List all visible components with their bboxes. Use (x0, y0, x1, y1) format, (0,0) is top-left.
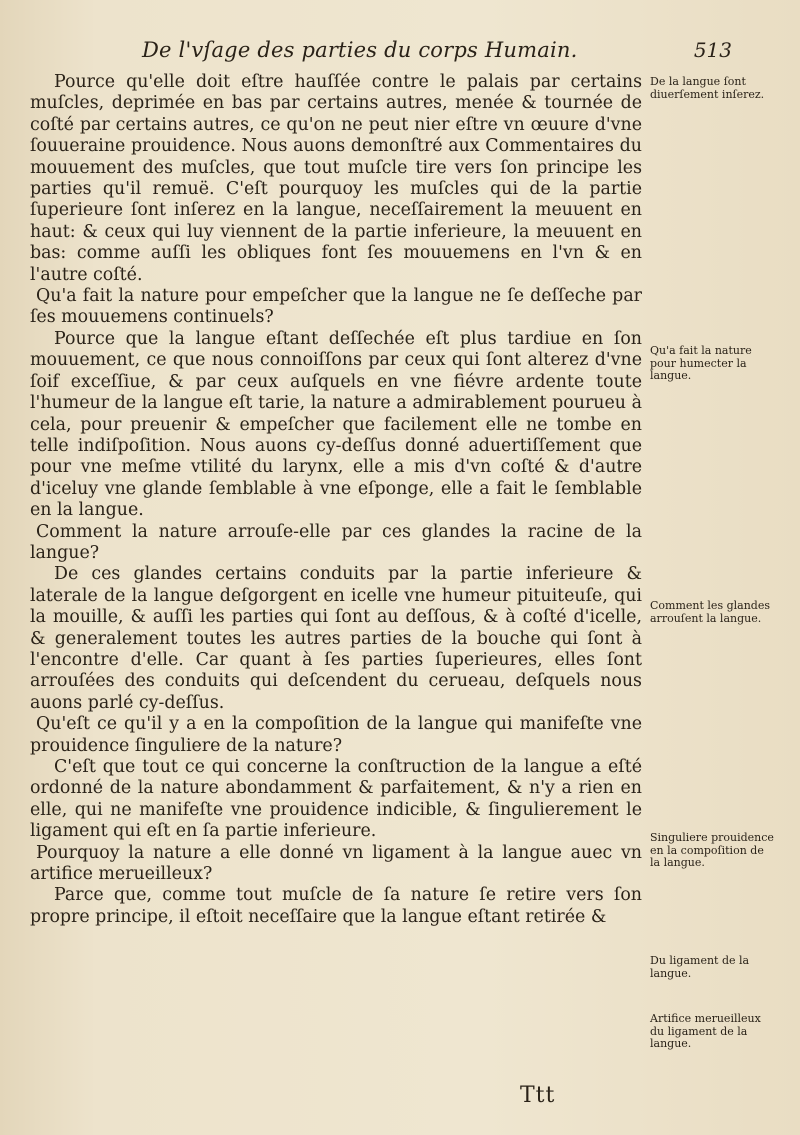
page-header (120, 38, 772, 68)
margin-note: Artifice merueilleux du ligament de la langue. (650, 1012, 761, 1050)
margin-note: De la langue ſont diuerſement inſerez. (650, 75, 765, 101)
margin-note: Singuliere prouidence en la compoſition de la langue. (650, 831, 774, 869)
margin-note: Comment les glandes arrouſent la langue. (650, 599, 770, 625)
answer-paragraph: Pource que la langue eſtant deſſechée eſt plus tardiue en ſon mouuement, ce que nous connoiſſons par ceux qui ſont alterez d'vne ſoif exceſſiue, & par ceux auſquels en vne fiévre ardente toute l'humeur de la langue eſt tarie, la nature a admirablement pourueu à cela, pour preuenir & empeſcher que facilement elle ne tombe en telle indiſpoſition. Nous auons cy-deſſus donné aduertiſſement que pour vne meſme vtilité du larynx, elle a mis d'vn coſté & d'autre d'iceluy vne glande ſemblable à vne eſponge, elle a fait le ſemblable en la langue. (30, 328, 642, 521)
answer-paragraph: Pource qu'elle doit eſtre hauſſée contre le palais par certains muſcles, deprimée en bas par certains autres, menée & tournée de coſté par certains autres, ce qu'on ne peut nier eſtre vn œuure d'vne ſouueraine prouidence. Nous auons demonſtré aux Commentaires du mouuement des muſcles, que tout muſcle tire vers ſon principe les parties qu'il remuë. C'eſt pourquoy les muſcles qui de la partie ſuperieure ſont inſerez en la langue, neceſſairement la meuuent en haut: & ceux qui luy viennent de la partie inferieure, la meuuent en bas: comme auſſi les obliques font ſes mouuemens en l'vn & en l'autre coſté. (30, 72, 642, 285)
signature-mark: Ttt (520, 1083, 556, 1108)
question-paragraph: Qu'eſt ce qu'il y a en la compoſition de la langue qui manifeſte vne prouidence ſinguliere de la nature? (30, 714, 642, 756)
answer-paragraph: Parce que, comme tout muſcle de ſa nature ſe retire vers ſon propre principe, il eſtoit neceſſaire que la langue eſtant retirée & (30, 885, 642, 927)
question-paragraph: Comment la nature arrouſe-elle par ces glandes la racine de la langue? (30, 521, 642, 563)
margin-note: Qu'a fait la nature pour humecter la langue. (650, 344, 752, 382)
question-paragraph: Qu'a fait la nature pour empeſcher que la langue ne ſe deſſeche par ſes mouuemens continuels? (30, 286, 642, 328)
margin-note: Du ligament de la langue. (650, 954, 750, 980)
page-number: 513 (693, 38, 732, 62)
body-text (30, 72, 642, 928)
answer-paragraph: De ces glandes certains conduits par la partie inferieure & laterale de la langue deſgorgent en icelle vne humeur pituiteuſe, qui la mouille, & auſſi les parties qui ſont au deſſous, & à coſté d'icelle, & generalement toutes les autres parties de la bouche qui ſont à l'encontre d'elle. Car quant à ſes parties ſuperieures, elles ſont arrouſées des conduits qui deſcendent du cerueau, deſquels nous auons parlé cy-deſſus. (30, 564, 642, 713)
answer-paragraph: C'eſt que tout ce qui concerne la conſtruction de la langue a eſté ordonné de la nature abondamment & parfaitement, & n'y a rien en elle, qui ne manifeſte vne prouidence indicible, & ſingulierement le ligament qui eſt en ſa partie inferieure. (30, 757, 642, 842)
question-paragraph: Pourquoy la nature a elle donné vn ligament à la langue auec vn artifice merueilleux? (30, 842, 642, 885)
running-title: De l'vſage des parties du corps Humain. (142, 38, 578, 62)
